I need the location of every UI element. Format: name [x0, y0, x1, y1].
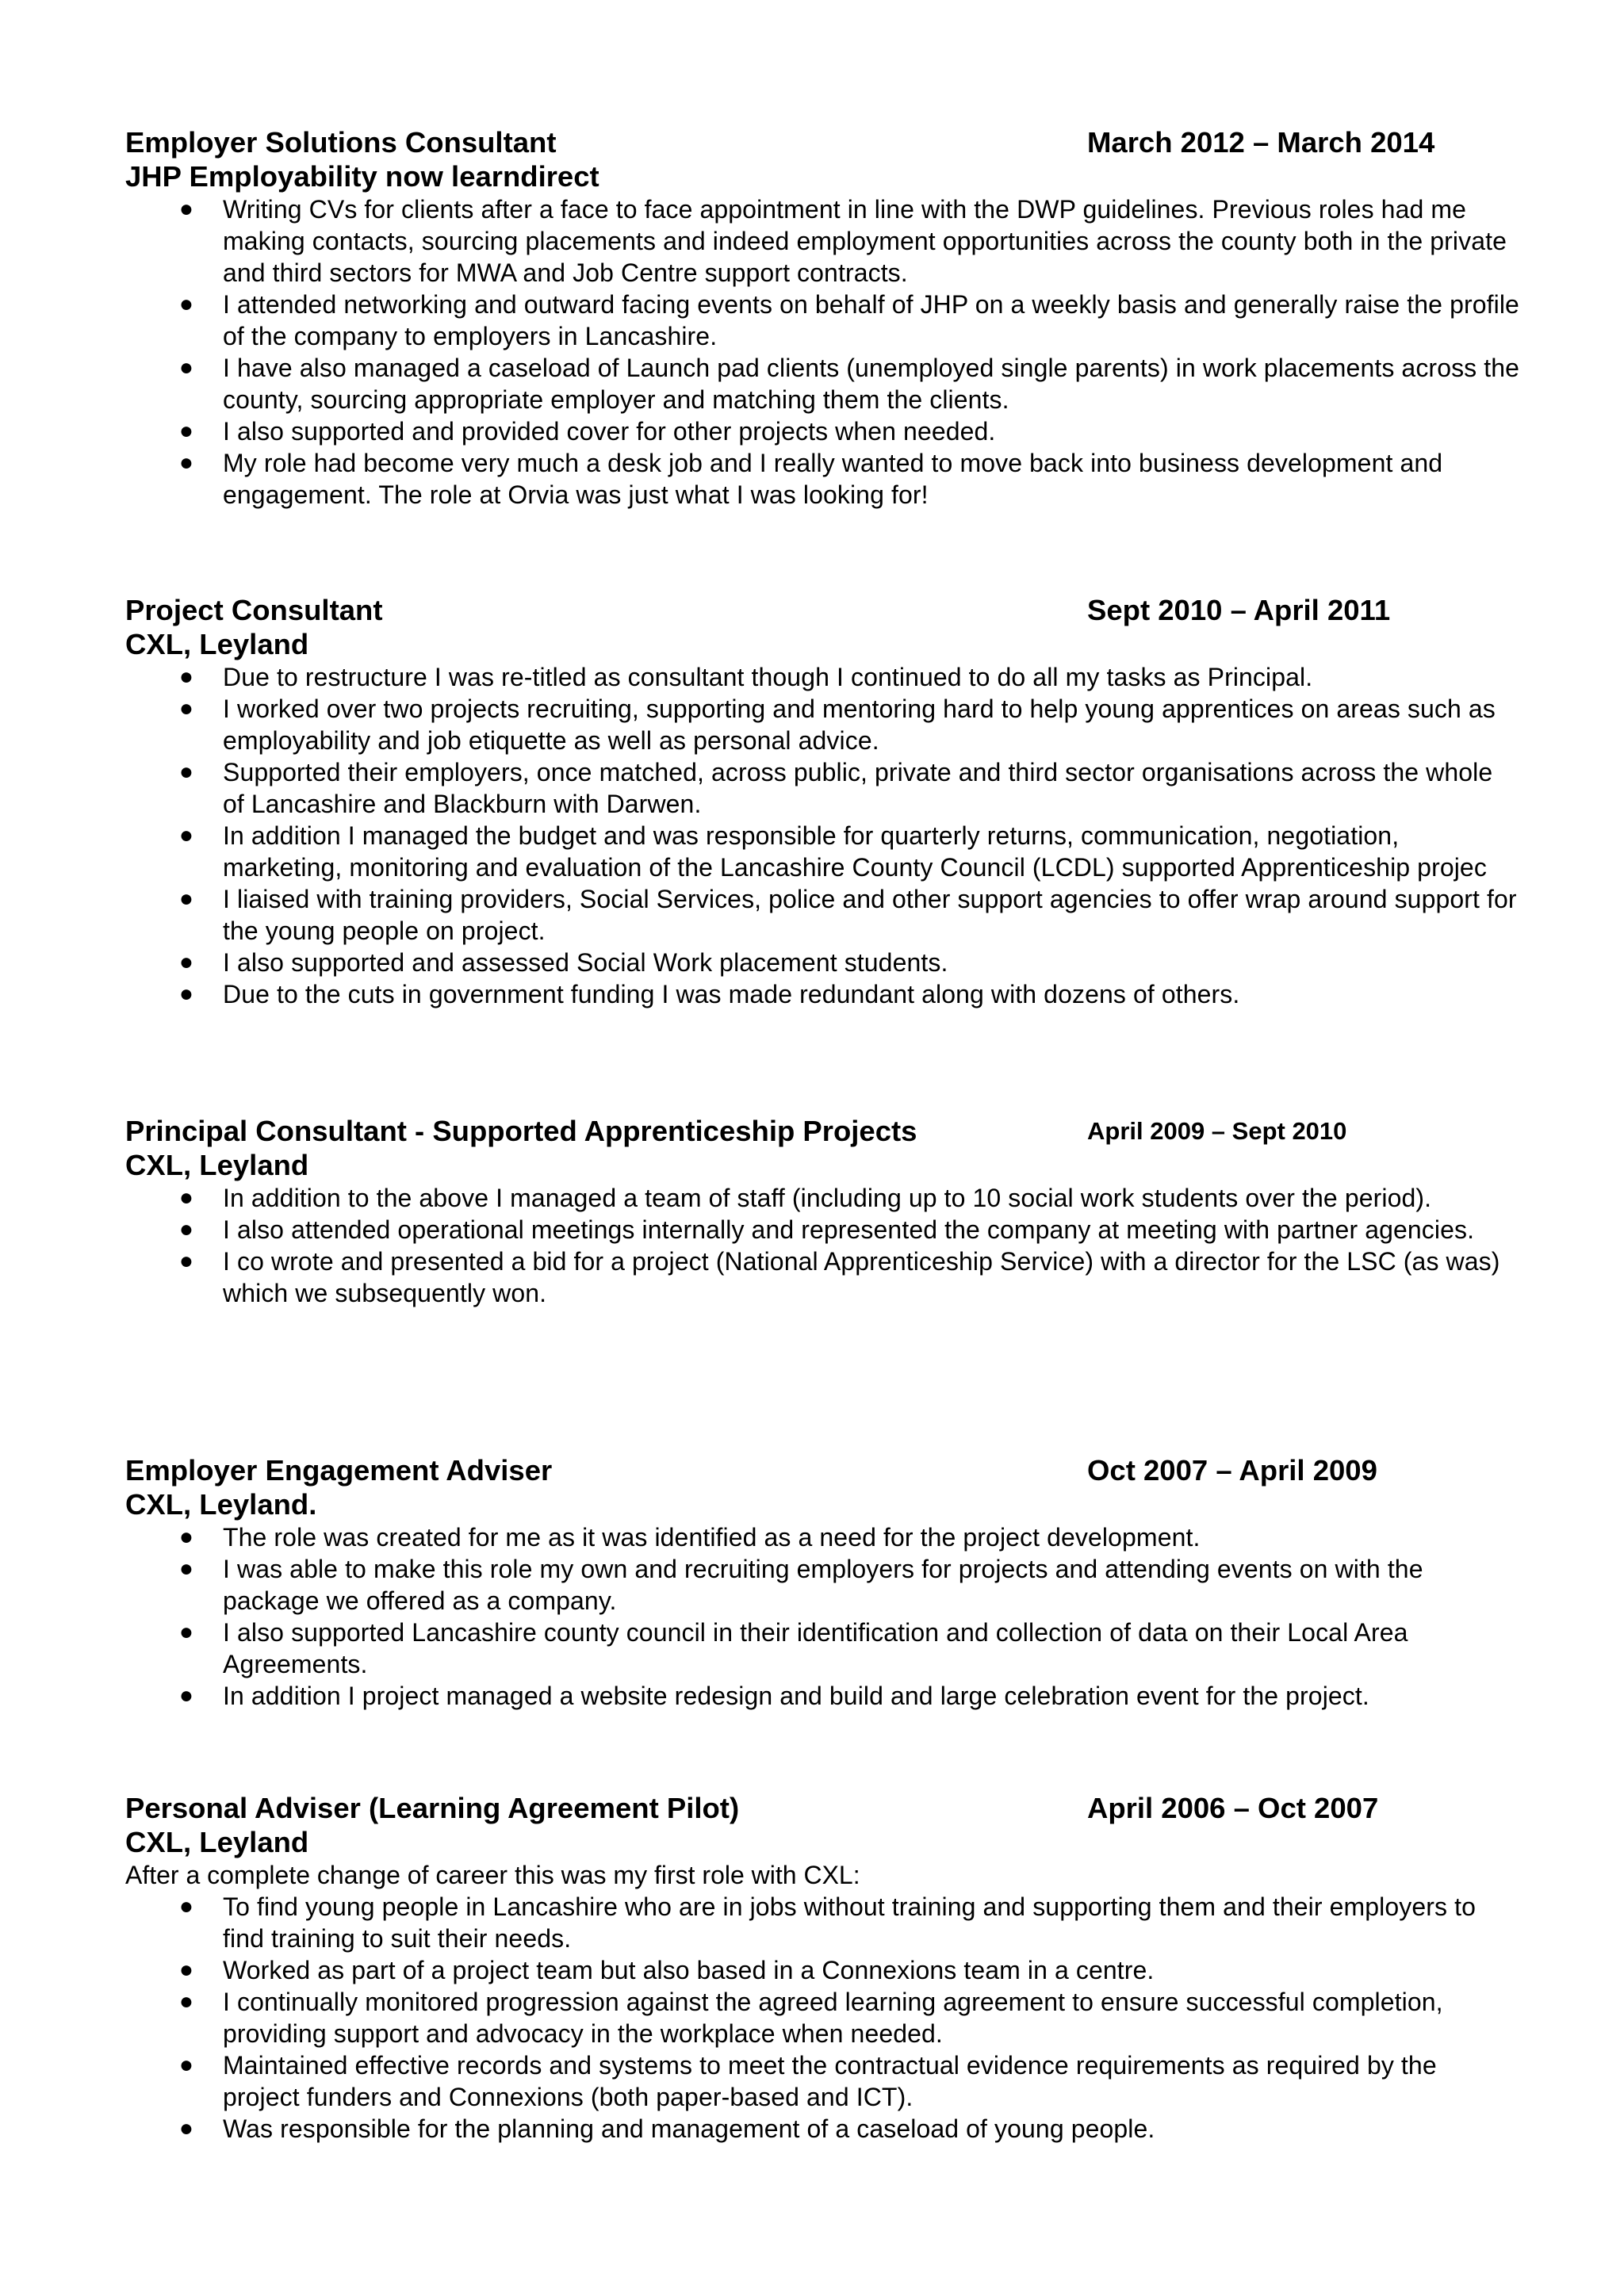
job-header [125, 1114, 1521, 1149]
bullet-item [125, 1214, 1521, 1246]
bullet-text: I also attended operational meetings internally and represented the company at meeting with partner agencies. [223, 1215, 1475, 1244]
bullet-icon: ● [178, 1957, 194, 1983]
bullet-item [125, 289, 1521, 352]
bullet-text: I continually monitored progression against the agreed learning agreement to ensure successful completion, providing support and advocacy in the workplace when needed. [223, 1988, 1443, 2048]
bullet-icon: ● [178, 2115, 194, 2141]
bullet-text: Maintained effective records and systems to meet the contractual evidence requirements as required by the project funders and Connexions (both paper-based and ICT). [223, 2051, 1437, 2111]
job-title: Project Consultant [125, 594, 383, 626]
bullet-item [125, 193, 1521, 289]
job-section [125, 125, 1521, 511]
bullet-text: My role had become very much a desk job and I really wanted to move back into business development and engagement. The role at Orvia was just what I was looking for! [223, 449, 1443, 509]
bullet-icon: ● [178, 759, 194, 785]
job-bullet-list [125, 193, 1521, 511]
job-header [125, 593, 1521, 628]
bullet-text: I also supported and provided cover for other projects when needed. [223, 417, 996, 446]
bullet-text: I attended networking and outward facing events on behalf of JHP on a weekly basis and generally raise the profile of the company to employers in Lancashire. [223, 290, 1519, 350]
bullet-text: In addition to the above I managed a team of staff (including up to 10 social work students over the period). [223, 1184, 1432, 1212]
job-section [125, 1791, 1521, 2145]
bullet-item [125, 1617, 1521, 1680]
bullet-item [125, 352, 1521, 415]
job-section [125, 593, 1521, 1010]
job-organisation: CXL, Leyland [125, 628, 309, 660]
job-dates: Sept 2010 – April 2011 [1087, 594, 1391, 626]
job-dates: April 2006 – Oct 2007 [1087, 1792, 1379, 1824]
bullet-icon: ● [178, 1682, 194, 1709]
bullet-icon: ● [178, 450, 194, 476]
bullet-text: I co wrote and presented a bid for a project (National Apprenticeship Service) with a director for the LSC (as was) which we subsequently won. [223, 1247, 1500, 1307]
bullet-icon: ● [178, 1184, 194, 1211]
bullet-item [125, 1521, 1521, 1553]
bullet-text: I worked over two projects recruiting, supporting and mentoring hard to help young apprentices on areas such as employability and job etiquette as well as personal advice. [223, 695, 1496, 755]
bullet-text: Supported their employers, once matched, across public, private and third sector organisations across the whole of Lancashire and Blackburn with Darwen. [223, 758, 1493, 818]
job-title: Principal Consultant - Supported Apprenticeship Projects [125, 1115, 917, 1147]
bullet-item [125, 1891, 1521, 1954]
bullet-item [125, 447, 1521, 511]
bullet-text: I was able to make this role my own and recruiting employers for projects and attending events on with the package we offered as a company. [223, 1555, 1423, 1615]
bullet-item [125, 2113, 1521, 2145]
job-header [125, 1453, 1521, 1488]
job-header [125, 1791, 1521, 1826]
job-bullet-list [125, 661, 1521, 1010]
bullet-icon: ● [178, 1216, 194, 1242]
job-dates: Oct 2007 – April 2009 [1087, 1454, 1377, 1487]
job-title: Employer Solutions Consultant [125, 126, 557, 159]
bullet-text: Worked as part of a project team but also based in a Connexions team in a centre. [223, 1956, 1155, 1984]
bullet-icon: ● [178, 1988, 194, 2015]
bullet-icon: ● [178, 822, 194, 848]
bullet-item [125, 2049, 1521, 2113]
job-title: Personal Adviser (Learning Agreement Pilot) [125, 1792, 740, 1824]
bullet-text: I have also managed a caseload of Launch pad clients (unemployed single parents) in work placements across the county, sourcing appropriate employer and matching them the clients. [223, 354, 1520, 414]
bullet-item [125, 1986, 1521, 2049]
bullet-icon: ● [178, 949, 194, 975]
job-dates: April 2009 – Sept 2010 [1087, 1117, 1347, 1145]
job-organisation: CXL, Leyland [125, 1149, 309, 1181]
bullet-item [125, 820, 1521, 883]
bullet-icon: ● [178, 418, 194, 444]
bullet-icon: ● [178, 1524, 194, 1550]
job-header [125, 125, 1521, 160]
bullet-item [125, 1182, 1521, 1214]
job-organisation: CXL, Leyland. [125, 1488, 317, 1521]
bullet-icon: ● [178, 2052, 194, 2078]
bullet-item [125, 1680, 1521, 1712]
bullet-icon: ● [178, 1248, 194, 1274]
bullet-item [125, 1553, 1521, 1617]
job-organisation: JHP Employability now learndirect [125, 160, 599, 193]
bullet-text: Due to restructure I was re-titled as consultant though I continued to do all my tasks as Principal. [223, 663, 1313, 691]
bullet-icon: ● [178, 1619, 194, 1645]
bullet-icon: ● [178, 1893, 194, 1919]
bullet-icon: ● [178, 1556, 194, 1582]
bullet-item [125, 661, 1521, 693]
job-intro: After a complete change of career this was my first role with CXL: [125, 1861, 860, 1889]
bullet-icon: ● [178, 196, 194, 222]
bullet-text: Due to the cuts in government funding I was made redundant along with dozens of others. [223, 980, 1240, 1008]
bullet-item [125, 415, 1521, 447]
bullet-item [125, 978, 1521, 1010]
bullet-text: I liaised with training providers, Social Services, police and other support agencies to offer wrap around support for the young people on project. [223, 885, 1517, 945]
bullet-text: In addition I project managed a website redesign and build and large celebration event for the project. [223, 1682, 1369, 1710]
bullet-item [125, 693, 1521, 756]
bullet-icon: ● [178, 886, 194, 912]
bullet-text: Was responsible for the planning and management of a caseload of young people. [223, 2114, 1155, 2143]
bullet-text: I also supported and assessed Social Work placement students. [223, 948, 948, 977]
bullet-icon: ● [178, 354, 194, 381]
bullet-icon: ● [178, 695, 194, 721]
bullet-text: To find young people in Lancashire who are in jobs without training and supporting them and their employers to find training to suit their needs. [223, 1892, 1476, 1953]
bullet-item [125, 756, 1521, 820]
job-dates: March 2012 – March 2014 [1087, 126, 1435, 159]
job-organisation: CXL, Leyland [125, 1826, 309, 1858]
bullet-text: In addition I managed the budget and was responsible for quarterly returns, communication, negotiation, marketing, monitoring and evaluation of the Lancashire County Council (LCDL) supported Apprenticeship projec [223, 821, 1487, 882]
job-bullet-list [125, 1182, 1521, 1309]
bullet-item [125, 883, 1521, 947]
job-bullet-list [125, 1891, 1521, 2145]
bullet-icon: ● [178, 291, 194, 317]
bullet-text: The role was created for me as it was identified as a need for the project development. [223, 1523, 1201, 1552]
bullet-item [125, 947, 1521, 978]
job-section [125, 1114, 1521, 1309]
bullet-text: Writing CVs for clients after a face to face appointment in line with the DWP guidelines. Previous roles had me making contacts, sourcing placements and indeed employment opportunities across the county both in the private and third sectors for MWA and Job Centre support contracts. [223, 195, 1507, 287]
job-bullet-list [125, 1521, 1521, 1712]
bullet-icon: ● [178, 664, 194, 690]
job-title: Employer Engagement Adviser [125, 1454, 553, 1487]
bullet-item [125, 1246, 1521, 1309]
job-section [125, 1453, 1521, 1712]
bullet-item [125, 1954, 1521, 1986]
bullet-icon: ● [178, 981, 194, 1007]
bullet-text: I also supported Lancashire county council in their identification and collection of data on their Local Area Agreements. [223, 1618, 1408, 1678]
